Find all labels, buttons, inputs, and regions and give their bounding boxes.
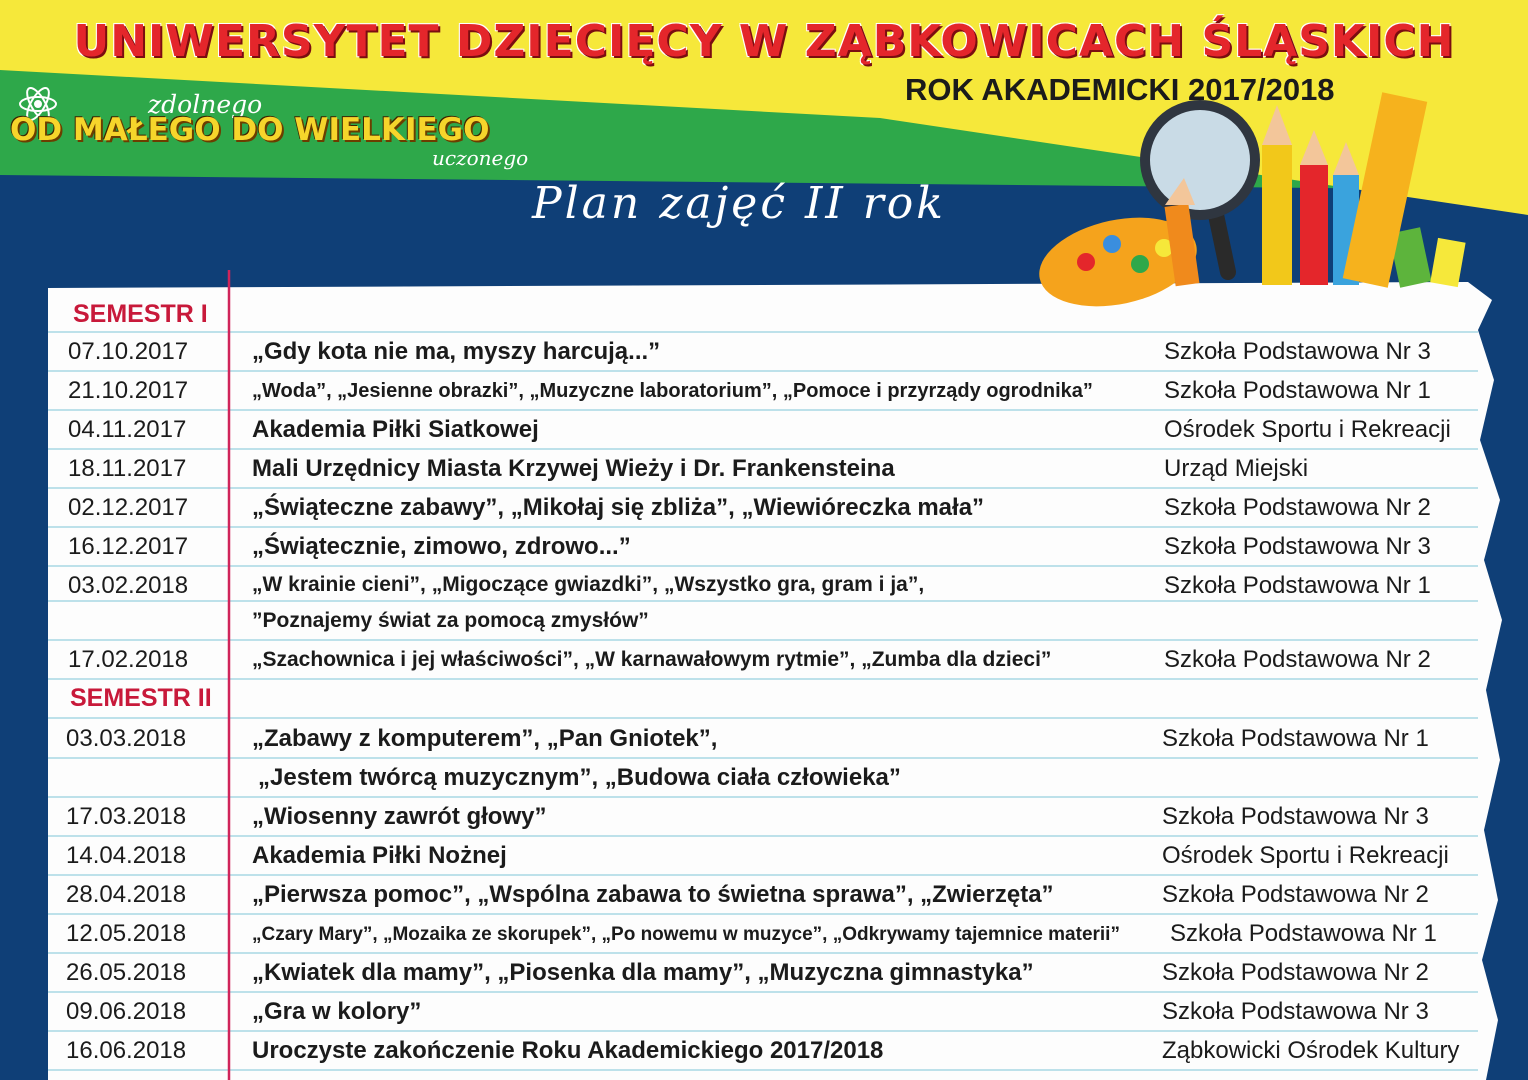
tagline-bottom: uczonego	[432, 146, 529, 170]
row-date: 28.04.2018	[66, 881, 187, 908]
plan-title: Plan zajęć II rok	[532, 178, 946, 229]
row-location: Urząd Miejski	[1164, 455, 1309, 482]
row-date: 17.02.2018	[68, 646, 189, 673]
row-location: Szkoła Podstawowa Nr 3	[1162, 998, 1429, 1025]
row-event: „Szachownica i jej właściwości”, „W karnawałowym rytmie”, „Zumba dla dzieci”	[252, 648, 1052, 671]
row-date: 02.12.2017	[68, 494, 189, 521]
row-date: 12.05.2018	[66, 920, 187, 947]
row-date: 14.04.2018	[66, 842, 187, 869]
tagline-top: zdolnego	[148, 90, 263, 119]
row-event: „W krainie cieni”, „Migoczące gwiazdki”, „Wszystko gra, gram i ja”,	[252, 573, 925, 596]
row-date: 17.03.2018	[66, 803, 187, 830]
row-event: Uroczyste zakończenie Roku Akademickiego 2017/2018	[252, 1037, 884, 1064]
row-location: Szkoła Podstawowa Nr 1	[1162, 725, 1429, 752]
row-location: Szkoła Podstawowa Nr 1	[1164, 572, 1431, 599]
row-event: „Wiosenny zawrót głowy”	[252, 803, 547, 830]
row-event: Akademia Piłki Siatkowej	[252, 416, 539, 443]
row-event: „Czary Mary”, „Mozaika ze skorupek”, „Po nowemu w muzyce”, „Odkrywamy tajemnice materii”	[252, 924, 1120, 945]
row-location: Szkoła Podstawowa Nr 1	[1164, 377, 1431, 404]
row-location: Ząbkowicki Ośrodek Kultury	[1162, 1037, 1460, 1064]
semester-label: SEMESTR II	[70, 684, 212, 712]
row-location: Szkoła Podstawowa Nr 3	[1164, 533, 1431, 560]
row-event: „Kwiatek dla mamy”, „Piosenka dla mamy”, „Muzyczna gimnastyka”	[252, 959, 1034, 986]
row-location: Szkoła Podstawowa Nr 2	[1164, 494, 1431, 521]
row-event: „Woda”, „Jesienne obrazki”, „Muzyczne laboratorium”, „Pomoce i przyrządy ogrodnika”	[252, 380, 1093, 402]
row-event: „Zabawy z komputerem”, „Pan Gniotek”,	[252, 725, 718, 752]
row-date: 09.06.2018	[66, 998, 187, 1025]
row-date: 03.02.2018	[68, 572, 189, 599]
row-event: „Gra w kolory”	[252, 998, 422, 1025]
row-event: „Świąteczne zabawy”, „Mikołaj się zbliża”, „Wiewióreczka mała”	[252, 494, 985, 521]
row-event-continued: ”Poznajemy świat za pomocą zmysłów”	[252, 609, 649, 632]
row-event: „Świątecznie, zimowo, zdrowo...”	[252, 533, 631, 560]
row-date: 03.03.2018	[66, 725, 187, 752]
row-event-continued: „Jestem twórcą muzycznym”, „Budowa ciała człowieka”	[258, 764, 901, 791]
row-location: Szkoła Podstawowa Nr 2	[1162, 881, 1429, 908]
academic-year: ROK AKADEMICKI 2017/2018	[905, 72, 1335, 107]
row-date: 16.06.2018	[66, 1037, 187, 1064]
row-date: 16.12.2017	[68, 533, 189, 560]
row-event: Mali Urzędnicy Miasta Krzywej Wieży i Dr. Frankensteina	[252, 455, 895, 482]
row-event: Akademia Piłki Nożnej	[252, 842, 507, 869]
row-event: „Pierwsza pomoc”, „Wspólna zabawa to świetna sprawa”, „Zwierzęta”	[252, 881, 1054, 908]
semester-label: SEMESTR I	[73, 300, 208, 328]
row-location: Szkoła Podstawowa Nr 2	[1162, 959, 1429, 986]
row-date: 04.11.2017	[68, 416, 187, 443]
main-title: UNIWERSYTET DZIECIĘCY W ZĄBKOWICACH ŚLĄSKICH	[73, 16, 1455, 67]
row-location: Szkoła Podstawowa Nr 3	[1164, 338, 1431, 365]
row-event: „Gdy kota nie ma, myszy harcują...”	[252, 338, 661, 365]
row-location: Szkoła Podstawowa Nr 1	[1170, 920, 1437, 947]
row-location: Ośrodek Sportu i Rekreacji	[1164, 416, 1451, 443]
row-location: Szkoła Podstawowa Nr 3	[1162, 803, 1429, 830]
row-location: Szkoła Podstawowa Nr 2	[1164, 646, 1431, 673]
row-date: 26.05.2018	[66, 959, 187, 986]
row-date: 18.11.2017	[68, 455, 187, 482]
tagline-main: OD MAŁEGO DO WIELKIEGO	[10, 112, 490, 148]
row-date: 07.10.2017	[68, 338, 189, 365]
row-date: 21.10.2017	[68, 377, 189, 404]
row-location: Ośrodek Sportu i Rekreacji	[1162, 842, 1449, 869]
